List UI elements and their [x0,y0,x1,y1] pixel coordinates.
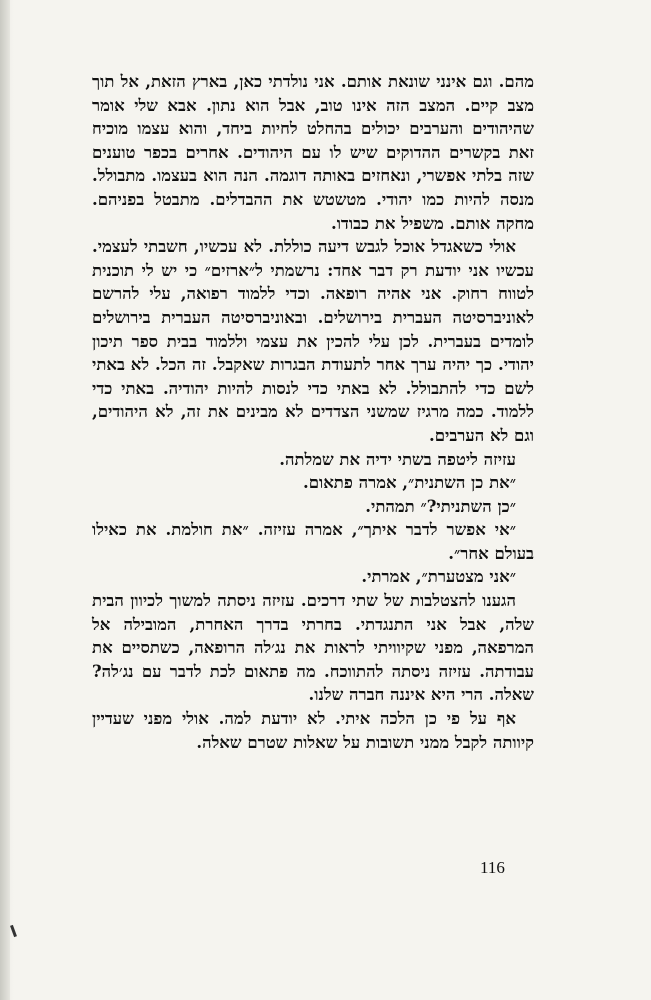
body-text [92,70,534,754]
paragraph-4: ״את כן השתנית״, אמרה פתאום. [302,473,516,493]
paragraph-8: הגענו להצטלבות של שתי דרכים. עזיזה ניסתה למשוך לכיוון הבית שלה, אבל אני התנגדתי. בחרתי בדרך האחרת, המובילה אל המרפאה, מפני שקיוויתי לראות את נג׳לה הרופאה, כשתסיים את עבודתה. עזיזה ניסתה להתווכח. מה פתאום לכת לדבר עם נג׳לה? שאלה. הרי היא איננה חברה שלנו. [92,591,534,705]
paragraph-3: עזיזה ליטפה בשתי ידיה את שמלתה. [279,449,516,469]
paragraph-1: מהם. וגם אינני שונאת אותם. אני נולדתי כאן, בארץ הזאת, אל תוך מצב קיים. המצב הזה אינו טוב, אבל הוא נתון. אבא שלי אומר שהיהודים והערבים יכולים בהחלט לחיות ביחד, והוא עצמו מוכיח זאת בקשרים ההדוקים שיש לו עם היהודים. אחרים בכפר טוענים שזה בלתי אפשרי, ונאחזים באותה דוגמה. הנה הוא בעצמו. מתבולל. מנסה להיות כמו יהודי. מטשטש את ההבדלים. מתבטל בפניהם. מחקה אותם. משפיל את כבודו. [92,72,534,233]
book-spine-shadow [0,0,10,1000]
paragraph-9: אף על פי כן הלכה איתי. לא יודעת למה. אולי מפני שעדיין קיוותה לקבל ממני תשובות על שאלות שטרם שאלה. [92,709,534,752]
paragraph-2: אולי כשאגדל אוכל לגבש דיעה כוללת. לא עכשיו, חשבתי לעצמי. עכשיו אני יודעת רק דבר אחד: נרשמתי ל״ארזים״ כי יש לי תוכנית לטווח רחוק. אני אהיה רופאה. וכדי ללמוד רפואה, עלי להרשם לאוניברסיטה העברית בירושלים. ובאוניברסיטה העברית בירושלים לומדים בעברית. לכן עלי להכין את עצמי וללמוד בבית ספר תיכון יהודי. כך יהיה ערך אחר לתעודת הבגרות שאקבל. זה הכל. לא באתי לשם כדי להתבולל. לא באתי כדי לנסות להיות יהודיה. באתי כדי ללמוד. כמה מרגיז שמשני הצדדים לא מבינים את זה, לא היהודים, וגם לא הערבים. [92,237,534,445]
paragraph-6: ״אי אפשר לדבר איתך״, אמרה עזיזה. ״את חולמת. את כאילו בעולם אחר״. [92,520,534,563]
page-number: 116 [480,858,505,877]
paragraph-7: ״אני מצטערת״, אמרתי. [361,567,516,587]
scan-mark [10,925,17,937]
paragraph-5: ״כן השתניתי?״ תמהתי. [365,496,516,516]
